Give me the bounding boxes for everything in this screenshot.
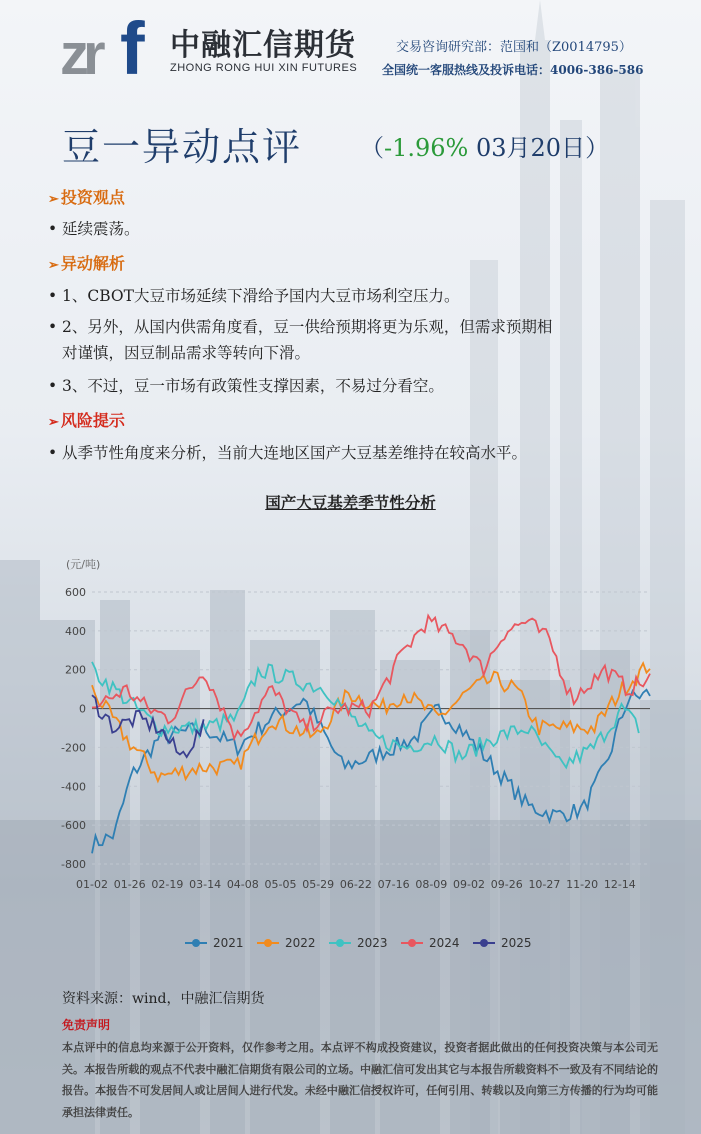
x-tick-label: 05-29 [302, 878, 335, 891]
legend-marker-2022 [264, 939, 272, 947]
disclaimer-text: 本点评中的信息均来源于公开资料，仅作参考之用。本点评不构成投资建议，投资者据此做出的任何投资决策与本公司无关。本报告所载的观点不代表中融汇信期货有限公司的立场。中融汇信可发出其它与本报告所载资料不一致及有不同结论的报告。本报告不可发居间人或让居间人进行代发。未经中融汇信授权许可，任何引用、转载以及向第三方传播的行为均可能承担法律责任。 [62, 1041, 658, 1119]
y-tick-label: 400 [65, 624, 86, 638]
y-tick-label: 0 [79, 702, 86, 716]
x-tick-label: 11-20 [566, 878, 599, 891]
title-change-date: （-1.96% 03月20日） [360, 134, 610, 162]
x-tick-label: 10-27 [528, 878, 561, 891]
disclaimer-title: 免责声明 [62, 1018, 111, 1032]
y-tick-label: -400 [61, 780, 86, 794]
y-tick-label: -800 [61, 858, 86, 871]
legend-label-2024: 2024 [429, 936, 460, 950]
x-tick-label: 05-05 [264, 878, 297, 891]
page-title: 豆一异动点评 [62, 125, 303, 169]
report-date: 03月20日 [468, 134, 586, 162]
risk-item: • 从季节性角度来分析，当前大连地区国产大豆基差维持在较高水平。 [48, 444, 528, 462]
legend-marker-2024 [408, 939, 416, 947]
legend-marker-2021 [192, 939, 200, 947]
series-line-2023 [92, 662, 639, 768]
company-logo-icon [60, 12, 160, 82]
y-tick-label: 200 [65, 663, 86, 677]
x-tick-label: 09-02 [453, 878, 486, 891]
header [0, 0, 701, 95]
legend-label-2022: 2022 [285, 936, 316, 950]
basis-seasonal-chart [50, 550, 670, 970]
svg-text:zr: zr [60, 22, 100, 82]
analysis-item-3: • 3、不过，豆一市场有政策性支撑因素，不易过分看空。 [48, 377, 444, 395]
data-source: 资料来源：wind，中融汇信期货 [62, 991, 265, 1007]
legend-label-2021: 2021 [213, 936, 244, 950]
y-tick-label: -600 [61, 819, 86, 833]
logo-english-name: ZHONG RONG HUI XIN FUTURES [170, 62, 358, 74]
x-tick-label: 08-09 [415, 878, 448, 891]
chart-title: 国产大豆基差季节性分析 [265, 493, 436, 512]
y-axis-unit-label: (元/吨) [66, 558, 101, 571]
y-tick-label: -200 [61, 741, 86, 755]
view-item: • 延续震荡。 [48, 220, 140, 238]
x-tick-label: 01-26 [113, 878, 146, 891]
analysis-item-1: • 1、CBOT大豆市场延续下滑给予国内大豆市场利空压力。 [48, 287, 460, 305]
x-tick-label: 06-22 [339, 878, 372, 891]
section-heading-risk: ➢ 风险提示 [48, 411, 125, 430]
research-contact: 交易咨询研究部：范国和（Z0014795） [396, 40, 632, 55]
x-tick-label: 07-16 [377, 878, 410, 891]
x-tick-label: 09-26 [490, 878, 523, 891]
legend-marker-2023 [336, 939, 344, 947]
y-tick-label: 600 [65, 586, 86, 599]
legend-marker-2025 [480, 939, 488, 947]
analysis-item-2: • 2、另外，从国内供需角度看，豆一供给预期将更为乐观，但需求预期相 对谨慎，因豆制品需求等转向下滑。 [48, 318, 553, 362]
svg-text:f: f [120, 12, 145, 82]
legend-label-2023: 2023 [357, 936, 388, 950]
x-tick-label: 01-02 [76, 878, 108, 891]
logo-chinese-name: 中融汇信期货 [170, 28, 356, 63]
x-tick-label: 04-08 [226, 878, 259, 891]
x-tick-label: 03-14 [189, 878, 222, 891]
series-line-2024 [92, 616, 650, 739]
hotline-contact: 全国统一客服热线及投诉电话：4006-386-586 [382, 63, 644, 77]
x-tick-label: 12-14 [603, 878, 636, 891]
series-line-2022 [92, 663, 650, 781]
x-tick-label: 02-19 [151, 878, 184, 891]
price-change: -1.96% [384, 134, 469, 162]
section-heading-analysis: ➢ 异动解析 [48, 254, 125, 273]
section-heading-view: ➢ 投资观点 [48, 188, 125, 207]
legend-label-2025: 2025 [501, 936, 532, 950]
